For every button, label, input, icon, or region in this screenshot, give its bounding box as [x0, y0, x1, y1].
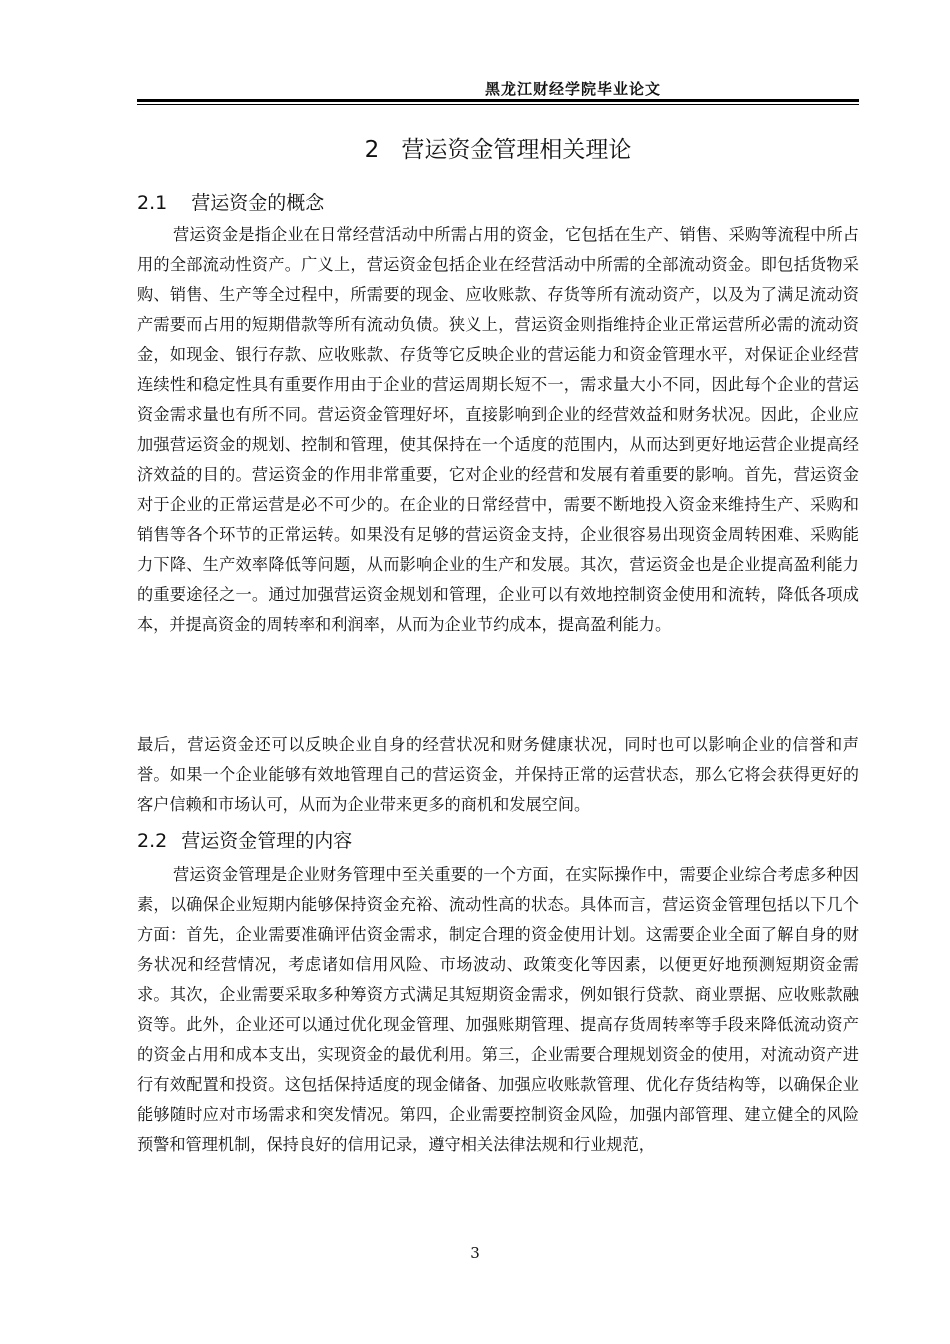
header-rule-thick: [137, 99, 859, 102]
section-number: 2.2: [137, 830, 168, 852]
chapter-title-text: 营运资金管理相关理论: [401, 137, 632, 163]
page-number: 3: [470, 1244, 480, 1262]
paragraph-2-1-a: 营运资金是指企业在日常经营活动中所需占用的资金，它包括在生产、销售、采购等流程中所占用的全部流动性资产。广义上，营运资金包括企业在经营活动中所需的全部流动资金。即包括货物采购、销售、生产等全过程中，所需要的现金、应收账款、存货等所有流动资产，以及为了满足流动资产需要而占用的短期借款等所有流动负债。狭义上，营运资金则指维持企业正常运营所必需的流动资金，如现金、银行存款、应收账款、存货等它反映企业的营运能力和资金管理水平，对保证企业经营连续性和稳定性具有重要作用由于企业的营运周期长短不一，需求量大小不同，因此每个企业的营运资金需求量也有所不同。营运资金管理好坏，直接影响到企业的经营效益和财务状况。因此，企业应加强营运资金的规划、控制和管理，使其保持在一个适度的范围内，从而达到更好地运营企业提高经济效益的目的。营运资金的作用非常重要，它对企业的经营和发展有着重要的影响。首先，营运资金对于企业的正常运营是必不可少的。在企业的日常经营中，需要不断地投入资金来维持生产、采购和销售等各个环节的正常运转。如果没有足够的营运资金支持，企业很容易出现资金周转困难、采购能力下降、生产效率降低等问题，从而影响企业的生产和发展。其次，营运资金也是企业提高盈利能力的重要途径之一。通过加强营运资金规划和管理，企业可以有效地控制资金使用和流转，降低各项成本，并提高资金的周转率和利润率，从而为企业节约成本，提高盈利能力。: [137, 225, 859, 634]
chapter-title: [137, 132, 859, 168]
section-number: 2.1: [137, 192, 168, 214]
running-header: 黑龙江财经学院毕业论文: [484, 80, 661, 98]
section-title-2-2: [137, 826, 352, 856]
section-title-2-1: [137, 188, 324, 218]
paragraph-2-2-a: 营运资金管理是企业财务管理中至关重要的一个方面，在实际操作中，需要企业综合考虑多种因素，以确保企业短期内能够保持资金充裕、流动性高的状态。具体而言，营运资金管理包括以下几个方面：首先，企业需要准确评估资金需求，制定合理的资金使用计划。这需要企业全面了解自身的财务状况和经营情况，考虑诸如信用风险、市场波动、政策变化等因素，以便更好地预测短期资金需求。其次，企业需要采取多种筹资方式满足其短期资金需求，例如银行贷款、商业票据、应收账款融资等。此外，企业还可以通过优化现金管理、加强账期管理、提高存货周转率等手段来降低流动资产的资金占用和成本支出，实现资金的最优利用。第三，企业需要合理规划资金的使用，对流动资产进行有效配置和投资。这包括保持适度的现金储备、加强应收账款管理、优化存货结构等，以确保企业能够随时应对市场需求和突发情况。第四，企业需要控制资金风险，加强内部管理、建立健全的风险预警和管理机制，保持良好的信用记录，遵守相关法律法规和行业规范，: [137, 865, 859, 1154]
chapter-number: 2: [364, 137, 380, 163]
paragraph-2-1-b: 最后，营运资金还可以反映企业自身的经营状况和财务健康状况，同时也可以影响企业的信誉和声誉。如果一个企业能够有效地管理自己的营运资金，并保持正常的运营状态，那么它将会获得更好的客户信赖和市场认可，从而为企业带来更多的商机和发展空间。: [137, 735, 859, 814]
section-title-text: 营运资金的概念: [191, 192, 325, 214]
section-title-text: 营运资金管理的内容: [181, 830, 353, 852]
header-rule-thin: [137, 104, 859, 105]
